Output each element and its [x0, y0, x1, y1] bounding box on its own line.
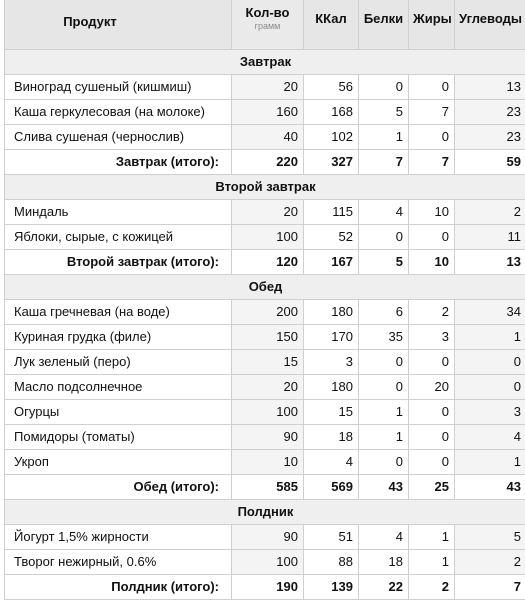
carbs-cell: 34 — [455, 300, 525, 325]
carbs-cell: 13 — [455, 75, 525, 100]
fat-cell: 0 — [409, 350, 455, 375]
carbs-cell: 0 — [455, 375, 525, 400]
product-name-cell: Каша геркулесовая (на молоке) — [5, 100, 232, 125]
protein-cell: 0 — [359, 225, 409, 250]
section-total-row — [5, 575, 525, 600]
column-header-kcal[interactable]: ККал — [304, 0, 359, 50]
table-row[interactable] — [5, 225, 525, 250]
product-name-cell: Куриная грудка (филе) — [5, 325, 232, 350]
product-name-cell: Укроп — [5, 450, 232, 475]
kcal-cell: 102 — [304, 125, 359, 150]
total-qty-cell: 120 — [232, 250, 304, 275]
qty-cell: 10 — [232, 450, 304, 475]
table-row[interactable] — [5, 100, 525, 125]
total-qty-cell: 220 — [232, 150, 304, 175]
table-header-row — [5, 0, 525, 50]
total-fat-cell: 10 — [409, 250, 455, 275]
kcal-cell: 4 — [304, 450, 359, 475]
section-total-label: Обед (итого): — [5, 475, 232, 500]
fat-cell: 0 — [409, 225, 455, 250]
section-title: Полдник — [5, 500, 525, 525]
fat-cell: 10 — [409, 200, 455, 225]
fat-cell: 3 — [409, 325, 455, 350]
product-name-cell: Слива сушеная (чернослив) — [5, 125, 232, 150]
nutrition-table — [4, 0, 525, 600]
product-name-cell: Яблоки, сырые, с кожицей — [5, 225, 232, 250]
product-name-cell: Виноград сушеный (кишмиш) — [5, 75, 232, 100]
column-header-carbs[interactable]: Углеводы — [455, 0, 525, 50]
table-row[interactable] — [5, 550, 525, 575]
kcal-cell: 180 — [304, 300, 359, 325]
table-row[interactable] — [5, 75, 525, 100]
qty-cell: 20 — [232, 200, 304, 225]
product-name-cell: Миндаль — [5, 200, 232, 225]
column-header-qty-label: Кол-во — [236, 5, 299, 20]
carbs-cell: 11 — [455, 225, 525, 250]
total-kcal-cell: 569 — [304, 475, 359, 500]
total-fat-cell: 7 — [409, 150, 455, 175]
qty-cell: 100 — [232, 400, 304, 425]
kcal-cell: 52 — [304, 225, 359, 250]
section-total-label: Завтрак (итого): — [5, 150, 232, 175]
protein-cell: 4 — [359, 200, 409, 225]
carbs-cell: 5 — [455, 525, 525, 550]
column-header-protein[interactable]: Белки — [359, 0, 409, 50]
section-total-label: Второй завтрак (итого): — [5, 250, 232, 275]
column-header-qty[interactable] — [232, 0, 304, 50]
qty-cell: 20 — [232, 375, 304, 400]
carbs-cell: 1 — [455, 325, 525, 350]
column-header-fat[interactable]: Жиры — [409, 0, 455, 50]
column-header-product[interactable]: Продукт — [5, 0, 232, 50]
table-body — [5, 50, 525, 600]
protein-cell: 0 — [359, 375, 409, 400]
fat-cell: 1 — [409, 550, 455, 575]
qty-cell: 90 — [232, 525, 304, 550]
qty-cell: 200 — [232, 300, 304, 325]
table-row[interactable] — [5, 350, 525, 375]
total-protein-cell: 43 — [359, 475, 409, 500]
kcal-cell: 170 — [304, 325, 359, 350]
fat-cell: 0 — [409, 75, 455, 100]
column-header-qty-unit: грамм — [236, 20, 299, 32]
qty-cell: 15 — [232, 350, 304, 375]
total-protein-cell: 22 — [359, 575, 409, 600]
kcal-cell: 56 — [304, 75, 359, 100]
total-carbs-cell: 59 — [455, 150, 525, 175]
table-row[interactable] — [5, 325, 525, 350]
carbs-cell: 2 — [455, 200, 525, 225]
qty-cell: 20 — [232, 75, 304, 100]
qty-cell: 150 — [232, 325, 304, 350]
section-title: Завтрак — [5, 50, 525, 75]
protein-cell: 0 — [359, 350, 409, 375]
fat-cell: 2 — [409, 300, 455, 325]
section-header-row — [5, 275, 525, 300]
table-row[interactable] — [5, 525, 525, 550]
protein-cell: 0 — [359, 75, 409, 100]
fat-cell: 0 — [409, 425, 455, 450]
protein-cell: 4 — [359, 525, 409, 550]
fat-cell: 1 — [409, 525, 455, 550]
kcal-cell: 180 — [304, 375, 359, 400]
qty-cell: 100 — [232, 550, 304, 575]
total-kcal-cell: 139 — [304, 575, 359, 600]
section-total-row — [5, 475, 525, 500]
total-fat-cell: 25 — [409, 475, 455, 500]
fat-cell: 0 — [409, 400, 455, 425]
total-fat-cell: 2 — [409, 575, 455, 600]
table-row[interactable] — [5, 425, 525, 450]
total-carbs-cell: 43 — [455, 475, 525, 500]
protein-cell: 1 — [359, 400, 409, 425]
carbs-cell: 4 — [455, 425, 525, 450]
protein-cell: 18 — [359, 550, 409, 575]
table-row[interactable] — [5, 400, 525, 425]
total-carbs-cell: 13 — [455, 250, 525, 275]
qty-cell: 160 — [232, 100, 304, 125]
product-name-cell: Огурцы — [5, 400, 232, 425]
table-row[interactable] — [5, 300, 525, 325]
section-total-row — [5, 150, 525, 175]
total-qty-cell: 585 — [232, 475, 304, 500]
kcal-cell: 168 — [304, 100, 359, 125]
table-row[interactable] — [5, 200, 525, 225]
total-kcal-cell: 167 — [304, 250, 359, 275]
table-row[interactable] — [5, 375, 525, 400]
carbs-cell: 0 — [455, 350, 525, 375]
kcal-cell: 15 — [304, 400, 359, 425]
fat-cell: 7 — [409, 100, 455, 125]
qty-cell: 40 — [232, 125, 304, 150]
kcal-cell: 18 — [304, 425, 359, 450]
product-name-cell: Помидоры (томаты) — [5, 425, 232, 450]
fat-cell: 20 — [409, 375, 455, 400]
product-name-cell: Творог нежирный, 0.6% — [5, 550, 232, 575]
total-qty-cell: 190 — [232, 575, 304, 600]
table-row[interactable] — [5, 450, 525, 475]
total-protein-cell: 7 — [359, 150, 409, 175]
qty-cell: 90 — [232, 425, 304, 450]
total-kcal-cell: 327 — [304, 150, 359, 175]
protein-cell: 35 — [359, 325, 409, 350]
carbs-cell: 23 — [455, 125, 525, 150]
section-total-label: Полдник (итого): — [5, 575, 232, 600]
protein-cell: 0 — [359, 450, 409, 475]
carbs-cell: 2 — [455, 550, 525, 575]
fat-cell: 0 — [409, 450, 455, 475]
kcal-cell: 115 — [304, 200, 359, 225]
protein-cell: 6 — [359, 300, 409, 325]
kcal-cell: 51 — [304, 525, 359, 550]
table-row[interactable] — [5, 125, 525, 150]
fat-cell: 0 — [409, 125, 455, 150]
protein-cell: 1 — [359, 425, 409, 450]
carbs-cell: 1 — [455, 450, 525, 475]
section-title: Второй завтрак — [5, 175, 525, 200]
carbs-cell: 23 — [455, 100, 525, 125]
total-carbs-cell: 7 — [455, 575, 525, 600]
protein-cell: 5 — [359, 100, 409, 125]
protein-cell: 1 — [359, 125, 409, 150]
product-name-cell: Масло подсолнечное — [5, 375, 232, 400]
kcal-cell: 3 — [304, 350, 359, 375]
section-header-row — [5, 50, 525, 75]
section-header-row — [5, 500, 525, 525]
total-protein-cell: 5 — [359, 250, 409, 275]
kcal-cell: 88 — [304, 550, 359, 575]
product-name-cell: Каша гречневая (на воде) — [5, 300, 232, 325]
carbs-cell: 3 — [455, 400, 525, 425]
section-title: Обед — [5, 275, 525, 300]
product-name-cell: Лук зеленый (перо) — [5, 350, 232, 375]
section-total-row — [5, 250, 525, 275]
qty-cell: 100 — [232, 225, 304, 250]
product-name-cell: Йогурт 1,5% жирности — [5, 525, 232, 550]
section-header-row — [5, 175, 525, 200]
